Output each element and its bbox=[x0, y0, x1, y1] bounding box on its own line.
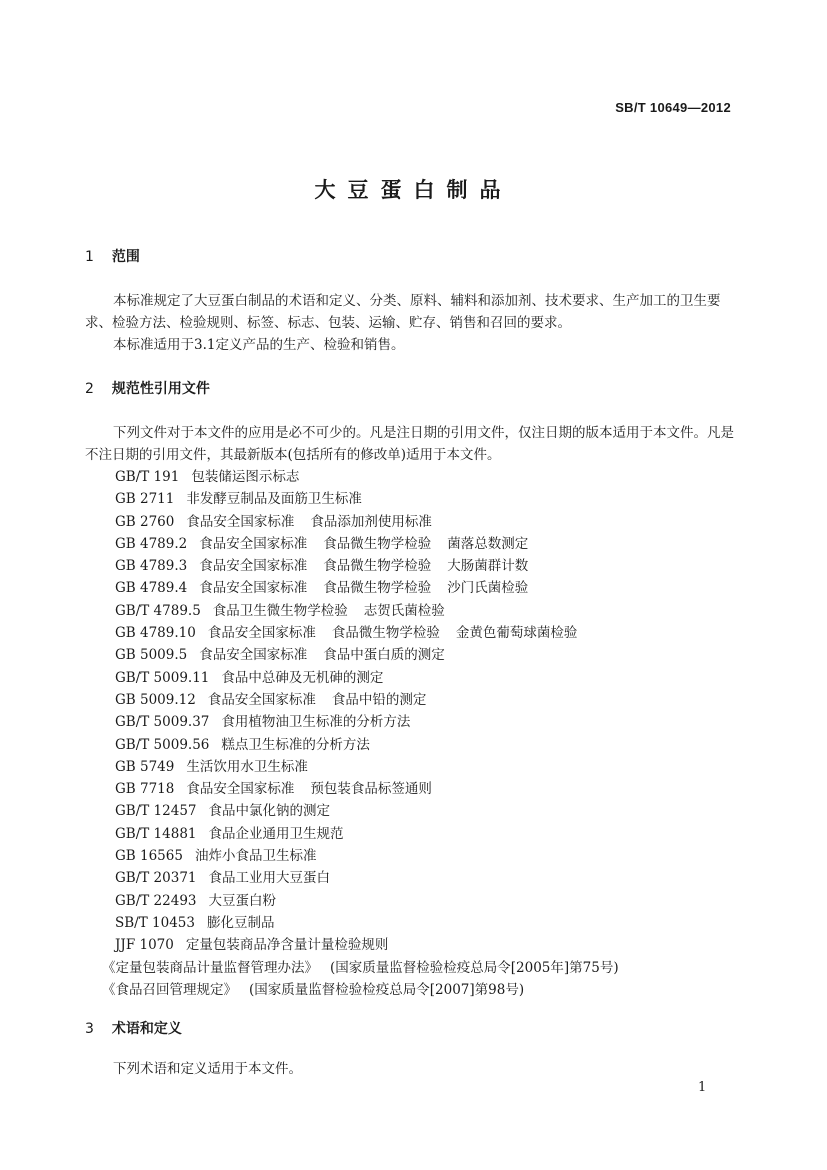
reference-item bbox=[115, 934, 619, 956]
reference-code: GB/T 14881 bbox=[115, 825, 197, 842]
reference-title: 膨化豆制品 bbox=[206, 914, 275, 931]
reference-code: GB 5009.5 bbox=[115, 647, 188, 664]
section-2-intro: 下列文件对于本文件的应用是必不可少的。凡是注日期的引用文件，仅注日期的版本适用于本文件。凡是不注日期的引用文件，其最新版本(包括所有的修改单)适用于本文件。 bbox=[85, 425, 734, 463]
reference-title: 生活饮用水卫生标准 bbox=[186, 758, 308, 775]
reference-title: 油炸小食品卫生标准 bbox=[194, 848, 317, 865]
reference-item bbox=[115, 845, 619, 867]
reference-title: 食品安全国家标准 bbox=[186, 513, 295, 530]
reference-item bbox=[115, 689, 619, 711]
reference-code: GB/T 20371 bbox=[115, 870, 197, 887]
reference-code: JJF 1070 bbox=[115, 937, 174, 954]
reference-title: 食品安全国家标准 bbox=[199, 558, 308, 575]
section-title: 规范性引用文件 bbox=[111, 381, 210, 397]
section-3-heading bbox=[85, 1018, 182, 1038]
reference-part: 大肠菌群计数 bbox=[447, 558, 529, 575]
reference-title: 食品中氯化钠的测定 bbox=[208, 803, 330, 820]
reference-part: 沙门氏菌检验 bbox=[447, 580, 529, 597]
regulation-title: 《定量包装商品计量监督管理办法》 bbox=[102, 959, 318, 976]
regulation-item bbox=[102, 979, 619, 1001]
reference-code: GB 5749 bbox=[115, 758, 175, 775]
reference-item bbox=[115, 734, 619, 756]
reference-item bbox=[115, 778, 619, 800]
reference-subtitle: 食品添加剂使用标准 bbox=[310, 513, 432, 530]
reference-item bbox=[115, 667, 619, 689]
reference-item bbox=[115, 488, 619, 510]
reference-code: GB 4789.10 bbox=[115, 625, 196, 642]
reference-code: GB 2760 bbox=[115, 513, 175, 530]
regulation-item bbox=[102, 957, 619, 979]
reference-title: 食品安全国家标准 bbox=[186, 781, 295, 798]
reference-item bbox=[115, 466, 619, 488]
reference-title: 糕点卫生标准的分析方法 bbox=[221, 736, 370, 753]
reference-code: GB 4789.3 bbox=[115, 558, 188, 575]
reference-item bbox=[115, 823, 619, 845]
page-number: 1 bbox=[698, 1080, 707, 1095]
section-3-intro: 下列术语和定义适用于本文件。 bbox=[113, 1061, 302, 1077]
page-title: 大豆蛋白制品 bbox=[314, 178, 513, 202]
reference-title: 非发酵豆制品及面筋卫生标准 bbox=[186, 491, 362, 508]
regulation-issuer: (国家质量监督检验检疫总局令[2007]第98号) bbox=[249, 981, 525, 998]
reference-code: GB 4789.2 bbox=[115, 535, 188, 552]
reference-title: 食品企业通用卫生规范 bbox=[208, 825, 344, 842]
reference-code: GB 5009.12 bbox=[115, 691, 196, 708]
reference-subtitle: 食品微生物学检验 bbox=[323, 580, 432, 597]
reference-title: 食用植物油卫生标准的分析方法 bbox=[221, 714, 411, 731]
reference-code: GB 16565 bbox=[115, 848, 183, 865]
normative-references-list bbox=[102, 466, 619, 1001]
reference-item bbox=[115, 533, 619, 555]
reference-title: 食品工业用大豆蛋白 bbox=[208, 870, 330, 887]
section-title: 范围 bbox=[111, 249, 140, 265]
reference-item bbox=[115, 600, 619, 622]
reference-part: 菌落总数测定 bbox=[447, 535, 529, 552]
section-2-heading bbox=[85, 378, 210, 398]
regulation-title: 《食品召回管理规定》 bbox=[102, 981, 237, 998]
reference-code: GB/T 4789.5 bbox=[115, 602, 201, 619]
reference-title: 食品中总砷及无机砷的测定 bbox=[221, 669, 384, 686]
reference-subtitle: 预包装食品标签通则 bbox=[310, 781, 432, 798]
section-number: 2 bbox=[85, 381, 94, 397]
reference-title: 食品安全国家标准 bbox=[199, 535, 308, 552]
reference-subtitle: 食品微生物学检验 bbox=[331, 625, 440, 642]
reference-item bbox=[115, 912, 619, 934]
section-number: 1 bbox=[85, 249, 94, 265]
reference-subtitle: 食品微生物学检验 bbox=[323, 535, 432, 552]
reference-item bbox=[115, 622, 619, 644]
section-title: 术语和定义 bbox=[111, 1021, 182, 1037]
reference-title: 食品卫生微生物学检验 bbox=[212, 602, 348, 619]
reference-item bbox=[115, 711, 619, 733]
standard-code: SB/T 10649—2012 bbox=[615, 100, 731, 115]
reference-code: GB 2711 bbox=[115, 491, 175, 508]
reference-item bbox=[115, 555, 619, 577]
reference-subtitle: 食品微生物学检验 bbox=[323, 558, 432, 575]
reference-item bbox=[115, 577, 619, 599]
reference-subtitle: 食品中铅的测定 bbox=[331, 691, 427, 708]
reference-item bbox=[115, 890, 619, 912]
reference-title: 食品安全国家标准 bbox=[207, 691, 316, 708]
regulation-issuer: (国家质量监督检验检疫总局令[2005年]第75号) bbox=[330, 959, 619, 976]
reference-code: GB/T 5009.11 bbox=[115, 669, 210, 686]
reference-code: SB/T 10453 bbox=[115, 914, 195, 931]
reference-code: GB/T 191 bbox=[115, 469, 180, 485]
reference-code: GB 4789.4 bbox=[115, 580, 188, 597]
reference-item bbox=[115, 867, 619, 889]
reference-code: GB/T 5009.56 bbox=[115, 736, 210, 753]
reference-code: GB/T 5009.37 bbox=[115, 714, 210, 731]
reference-code: GB 7718 bbox=[115, 781, 175, 798]
reference-subtitle: 志贺氏菌检验 bbox=[363, 602, 445, 619]
section-1-paragraph-2: 本标准适用于3.1定义产品的生产、检验和销售。 bbox=[113, 337, 405, 353]
reference-title: 定量包装商品净含量计量检验规则 bbox=[185, 937, 389, 954]
reference-item bbox=[115, 800, 619, 822]
reference-part: 金黄色葡萄球菌检验 bbox=[455, 625, 578, 642]
reference-title: 大豆蛋白粉 bbox=[208, 892, 276, 909]
reference-title: 食品安全国家标准 bbox=[207, 625, 316, 642]
reference-item bbox=[115, 511, 619, 533]
reference-code: GB/T 22493 bbox=[115, 892, 197, 909]
section-1-heading bbox=[85, 246, 140, 266]
reference-item bbox=[115, 644, 619, 666]
section-number: 3 bbox=[85, 1021, 94, 1037]
reference-title: 食品安全国家标准 bbox=[199, 580, 308, 597]
section-1-paragraph-1: 本标准规定了大豆蛋白制品的术语和定义、分类、原料、辅料和添加剂、技术要求、生产加工的卫生要求、检验方法、检验规则、标签、标志、包装、运输、贮存、销售和召回的要求。 bbox=[85, 293, 721, 331]
reference-item bbox=[115, 756, 619, 778]
reference-title: 食品安全国家标准 bbox=[199, 647, 308, 664]
reference-title: 包装储运图示标志 bbox=[191, 469, 300, 485]
reference-subtitle: 食品中蛋白质的测定 bbox=[323, 647, 445, 664]
reference-code: GB/T 12457 bbox=[115, 803, 197, 820]
